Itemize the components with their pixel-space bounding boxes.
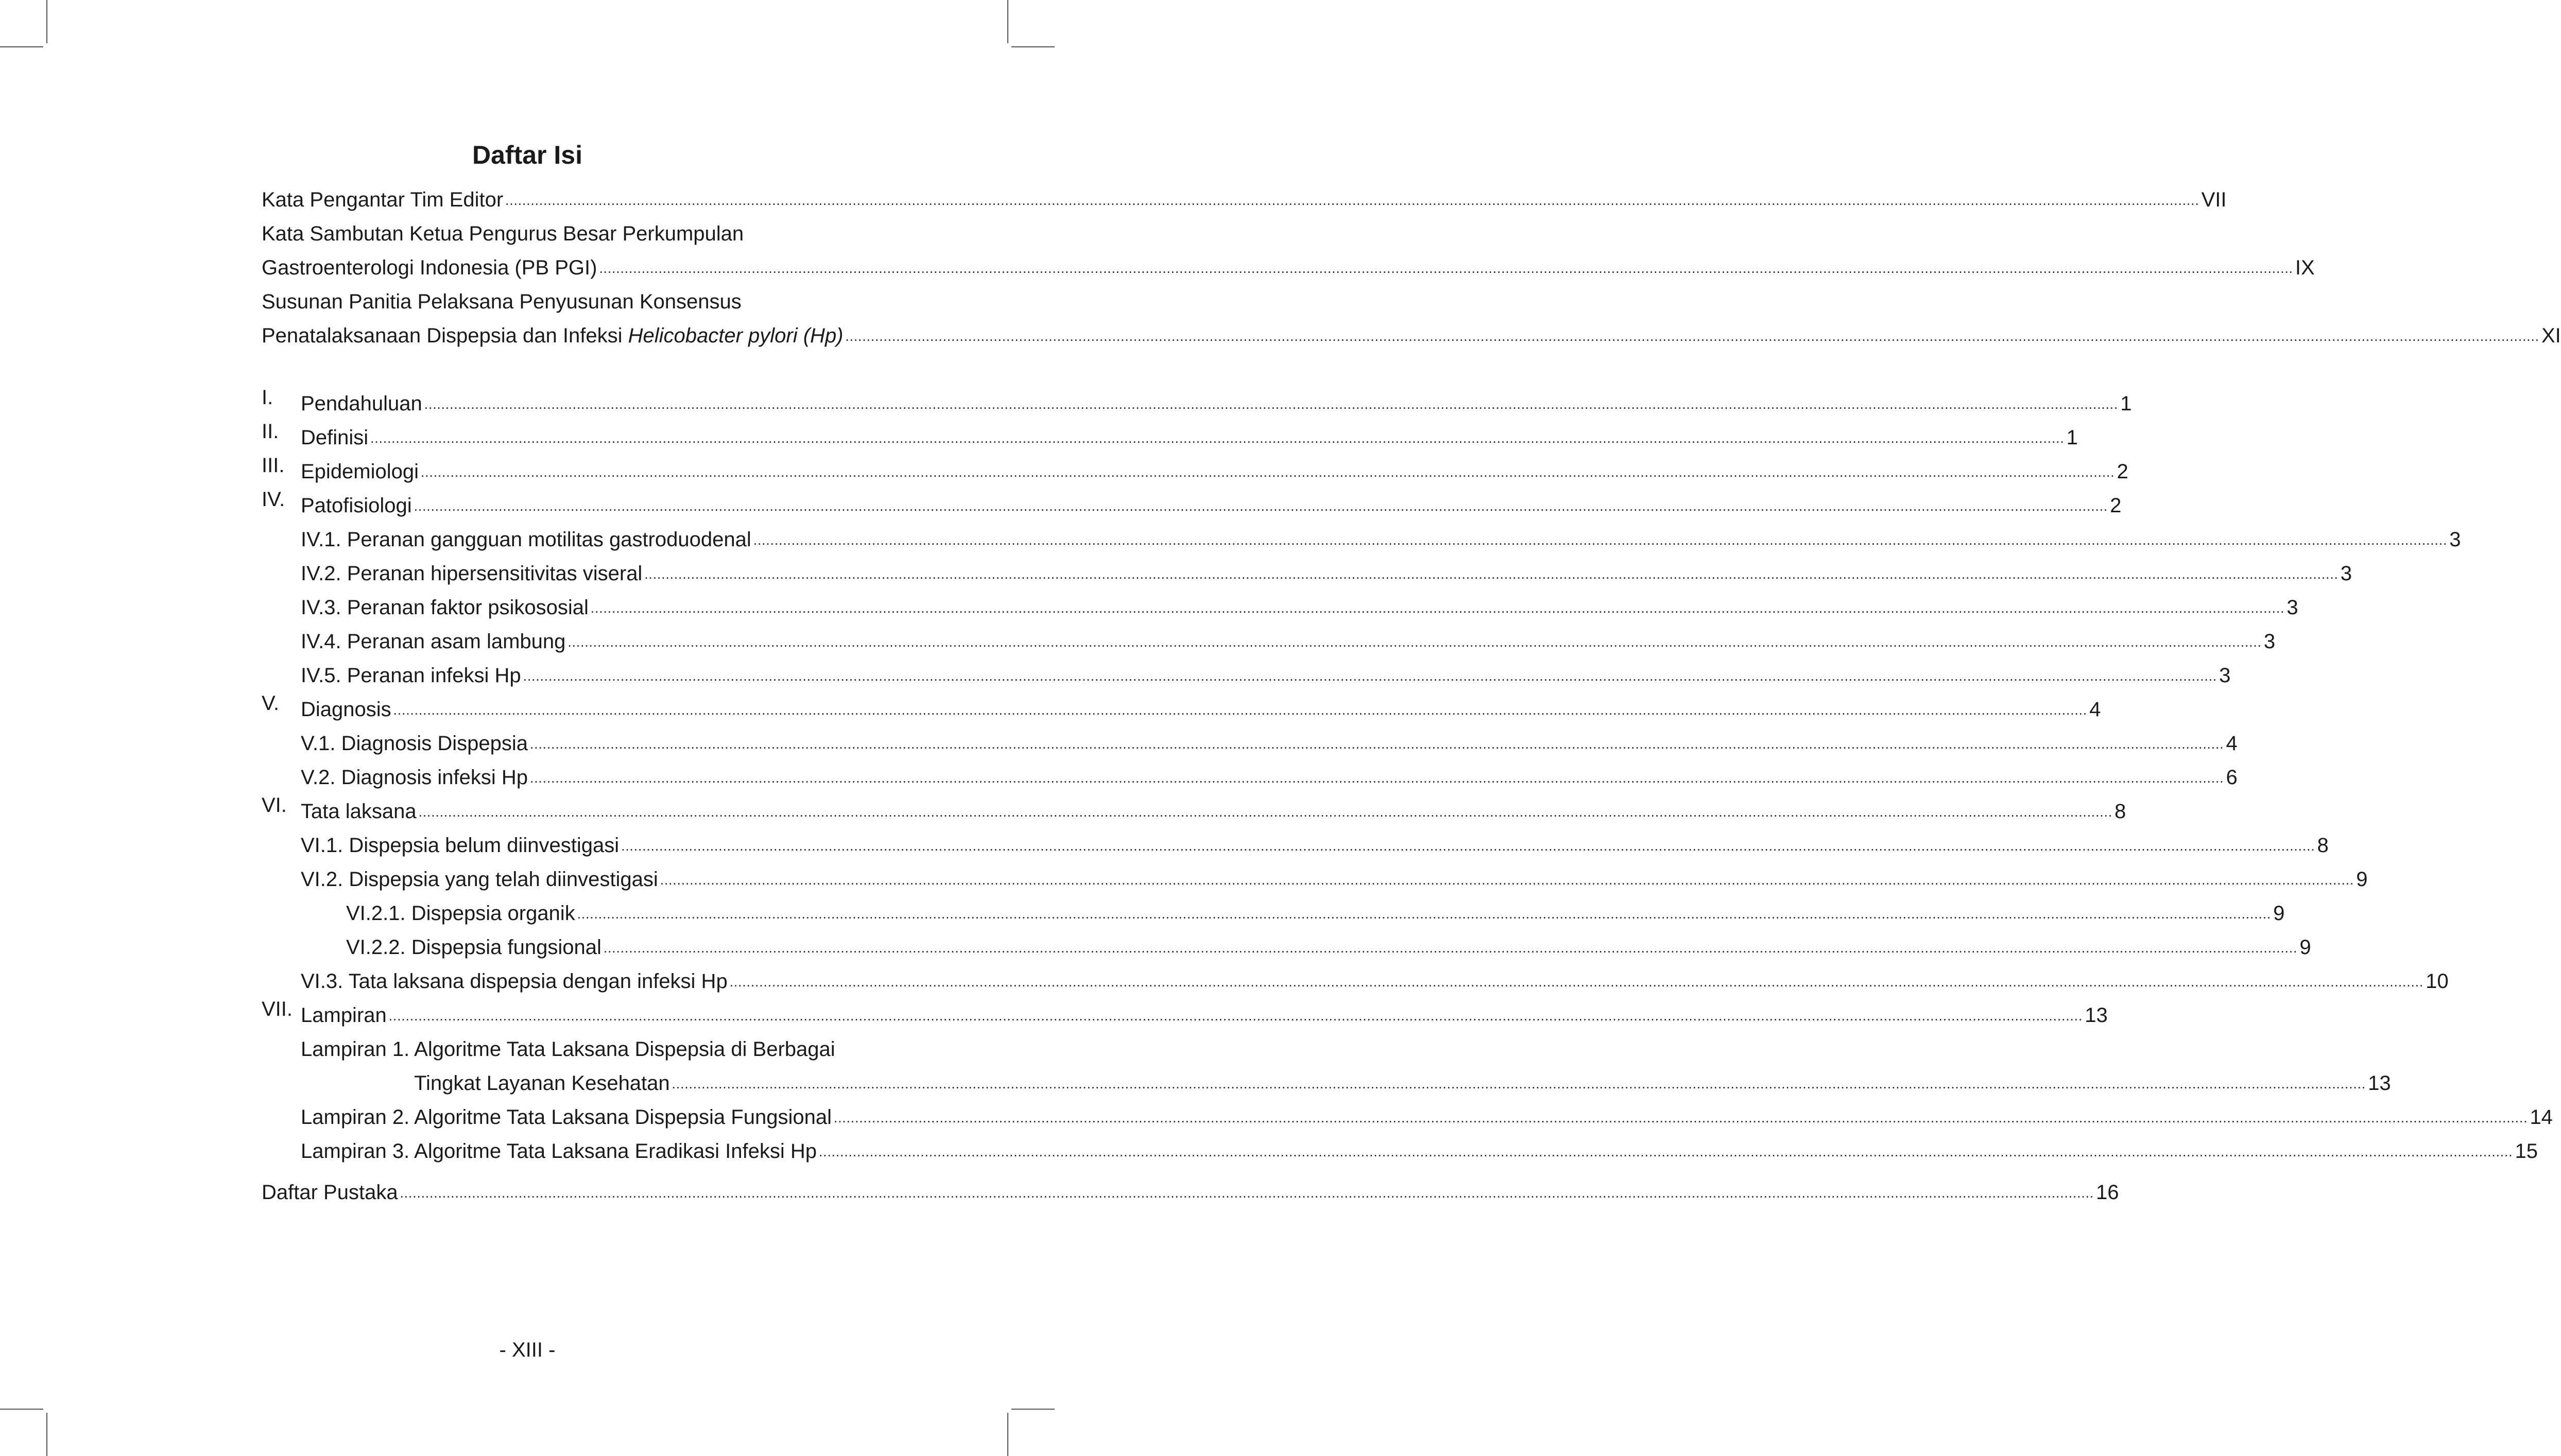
dot-leader: ................................................................................................................................................................................................................................................................................................................................................................................................................ — [603, 940, 2298, 956]
toc-entry — [301, 992, 2108, 1027]
toc-page-number: VII — [2201, 188, 2227, 211]
toc-page-number: 13 — [2085, 1004, 2108, 1027]
toc-entry-text: Lampiran — [301, 1004, 387, 1027]
toc-entry-text: Definisi — [301, 426, 369, 449]
toc-entry — [414, 1060, 2391, 1095]
dot-leader: ................................................................................................................................................................................................................................................................................................................................................................................................................ — [418, 804, 2113, 820]
toc-entry — [301, 1128, 2538, 1163]
toc-entry-text: Lampiran 2. Algoritme Tata Laksana Dispepsia Fungsional — [301, 1106, 832, 1129]
toc-entry-text: Diagnosis — [301, 698, 391, 721]
toc-page-number: 8 — [2317, 834, 2329, 857]
dot-leader: ................................................................................................................................................................................................................................................................................................................................................................................................................ — [421, 464, 2115, 480]
toc-entry — [301, 822, 2329, 857]
dot-leader: ................................................................................................................................................................................................................................................................................................................................................................................................................ — [729, 974, 2424, 990]
toc-entry-text: VI.2.1. Dispepsia organik — [346, 902, 575, 925]
toc-entry-text: Kata Pengantar Tim Editor — [262, 188, 504, 211]
dot-leader: ................................................................................................................................................................................................................................................................................................................................................................................................................ — [523, 668, 2218, 684]
toc-entry-text-italic: Helicobacter pylori (Hp) — [628, 324, 844, 347]
toc-entry — [301, 686, 2101, 721]
dot-leader: ................................................................................................................................................................................................................................................................................................................................................................................................................ — [393, 702, 2088, 718]
toc-entry — [301, 788, 2126, 823]
dot-leader: ................................................................................................................................................................................................................................................................................................................................................................................................................ — [577, 906, 2272, 922]
toc-entry-text: IV.3. Peranan faktor psikososial — [301, 596, 589, 619]
toc-entry-text: Pendahuluan — [301, 392, 422, 415]
toc-entry — [262, 1169, 2119, 1204]
toc-page-number: 1 — [2066, 426, 2078, 449]
toc-page-number: 16 — [2096, 1181, 2119, 1204]
dot-leader: ................................................................................................................................................................................................................................................................................................................................................................................................................ — [424, 396, 2119, 412]
toc-entry — [346, 890, 2285, 925]
toc-entry — [262, 312, 2561, 347]
toc-entry — [262, 210, 744, 244]
toc-entry-text: Tingkat Layanan Kesehatan — [414, 1072, 670, 1095]
dot-leader: ................................................................................................................................................................................................................................................................................................................................................................................................................ — [753, 532, 2448, 548]
toc-page-number: 4 — [2089, 698, 2101, 721]
toc-page-number: 9 — [2299, 936, 2311, 959]
toc-page-number: 3 — [2340, 562, 2352, 585]
toc-entry — [262, 244, 2315, 279]
toc-entry-text: VI.2.2. Dispepsia fungsional — [346, 936, 601, 959]
dot-leader: ................................................................................................................................................................................................................................................................................................................................................................................................................ — [568, 634, 2262, 650]
toc-entry-text: VI.3. Tata laksana dispepsia dengan infeksi Hp — [301, 970, 728, 993]
toc-entry-text: IV.1. Peranan gangguan motilitas gastroduodenal — [301, 528, 751, 551]
toc-entry-text — [262, 325, 844, 346]
toc-page-number: 3 — [2263, 630, 2276, 653]
toc-page-number: 8 — [2115, 800, 2126, 823]
toc-entry — [301, 1026, 835, 1060]
toc-entry-text: VI.1. Dispepsia belum diinvestigasi — [301, 834, 620, 857]
dot-leader: ................................................................................................................................................................................................................................................................................................................................................................................................................ — [833, 1110, 2528, 1125]
toc-entry — [346, 924, 2311, 959]
toc-entry — [301, 754, 2238, 789]
toc-entry — [301, 414, 2078, 449]
toc-entry — [301, 856, 2368, 891]
dot-leader: ................................................................................................................................................................................................................................................................................................................................................................................................................ — [672, 1076, 2366, 1091]
dot-leader: ................................................................................................................................................................................................................................................................................................................................................................................................................ — [819, 1144, 2513, 1159]
toc-entry-text: IV.4. Peranan asam lambung — [301, 630, 566, 653]
dot-leader: ................................................................................................................................................................................................................................................................................................................................................................................................................ — [505, 193, 2199, 208]
toc-entry-text: VI.2. Dispepsia yang telah diinvestigasi — [301, 868, 658, 891]
dot-leader: ................................................................................................................................................................................................................................................................................................................................................................................................................ — [644, 566, 2339, 582]
chapter-number: V. — [262, 692, 280, 715]
toc-entry-text: Kata Sambutan Ketua Pengurus Besar Perkumpulan — [262, 222, 744, 245]
toc-entry-text: IV.5. Peranan infeksi Hp — [301, 664, 521, 687]
page-title: Daftar Isi — [472, 141, 582, 169]
toc-page-number: 13 — [2368, 1072, 2391, 1095]
toc-entry-text: Patofisiologi — [301, 494, 412, 517]
toc-page-number: 3 — [2219, 664, 2231, 687]
toc-entry-text: Daftar Pustaka — [262, 1181, 398, 1204]
toc-entry — [301, 482, 2122, 517]
toc-page-number: XI — [2541, 324, 2561, 347]
chapter-number: VI. — [262, 794, 287, 817]
toc-entry-text: Gastroenterologi Indonesia (PB PGI) — [262, 256, 597, 279]
dot-leader: ................................................................................................................................................................................................................................................................................................................................................................................................................ — [370, 430, 2065, 446]
dot-leader: ................................................................................................................................................................................................................................................................................................................................................................................................................ — [621, 838, 2315, 854]
toc-page-number: IX — [2295, 256, 2315, 279]
chapter-number: IV. — [262, 488, 285, 511]
toc-entry — [301, 584, 2298, 619]
dot-leader: ................................................................................................................................................................................................................................................................................................................................................................................................................ — [400, 1185, 2094, 1201]
chapter-number: II. — [262, 420, 279, 443]
toc-entry — [301, 958, 2449, 993]
toc-page-number: 3 — [2287, 596, 2298, 619]
toc-page-number: 9 — [2273, 902, 2285, 925]
toc-page-number: 10 — [2426, 970, 2449, 993]
dot-leader: ................................................................................................................................................................................................................................................................................................................................................................................................................ — [660, 872, 2354, 888]
toc-entry-text-plain: Penatalaksanaan Dispepsia dan Infeksi — [262, 324, 628, 347]
toc-entry-text: V.1. Diagnosis Dispepsia — [301, 732, 528, 755]
toc-entry — [262, 278, 742, 312]
toc-entry-text: Lampiran 3. Algoritme Tata Laksana Eradikasi Infeksi Hp — [301, 1140, 817, 1163]
toc-entry — [301, 1094, 2553, 1129]
toc-page-number: 2 — [2117, 460, 2128, 483]
page-number-footer: - XIII - — [499, 1339, 556, 1361]
dot-leader: ................................................................................................................................................................................................................................................................................................................................................................................................................ — [599, 261, 2293, 276]
toc-entry — [301, 516, 2461, 551]
toc-entry — [301, 550, 2352, 585]
chapter-number: I. — [262, 386, 273, 409]
toc-entry-text: Susunan Panitia Pelaksana Penyusunan Konsensus — [262, 290, 742, 313]
toc-entry-text: V.2. Diagnosis infeksi Hp — [301, 766, 528, 789]
toc-page-number: 3 — [2449, 528, 2461, 551]
toc-page-number: 14 — [2530, 1106, 2553, 1129]
toc-entry — [301, 618, 2276, 653]
chapter-number: III. — [262, 454, 285, 477]
toc-entry-text: Epidemiologi — [301, 460, 419, 483]
dot-leader: ................................................................................................................................................................................................................................................................................................................................................................................................................ — [529, 770, 2224, 786]
toc-entry — [301, 652, 2231, 687]
dot-leader: ................................................................................................................................................................................................................................................................................................................................................................................................................ — [414, 498, 2108, 514]
toc-entry — [301, 448, 2128, 483]
toc-page-number: 6 — [2226, 766, 2238, 789]
toc-page-number: 1 — [2120, 392, 2132, 415]
dot-leader: ................................................................................................................................................................................................................................................................................................................................................................................................................ — [530, 736, 2224, 752]
dot-leader: ................................................................................................................................................................................................................................................................................................................................................................................................................ — [388, 1008, 2083, 1024]
toc-page-number: 4 — [2226, 732, 2238, 755]
toc-entry — [262, 176, 2227, 211]
toc-page-number: 9 — [2356, 868, 2368, 891]
toc-entry — [301, 720, 2238, 755]
toc-entry — [301, 380, 2132, 415]
toc-entry-text: Lampiran 1. Algoritme Tata Laksana Dispepsia di Berbagai — [301, 1038, 835, 1061]
toc-entry-text: IV.2. Peranan hipersensitivitas viseral — [301, 562, 643, 585]
dot-leader: ................................................................................................................................................................................................................................................................................................................................................................................................................ — [845, 328, 2539, 344]
toc-entry-text: Tata laksana — [301, 800, 417, 823]
chapter-number: VII. — [262, 998, 293, 1020]
toc-page-number: 15 — [2515, 1140, 2538, 1163]
dot-leader: ................................................................................................................................................................................................................................................................................................................................................................................................................ — [590, 600, 2285, 616]
toc-page-number: 2 — [2110, 494, 2122, 517]
